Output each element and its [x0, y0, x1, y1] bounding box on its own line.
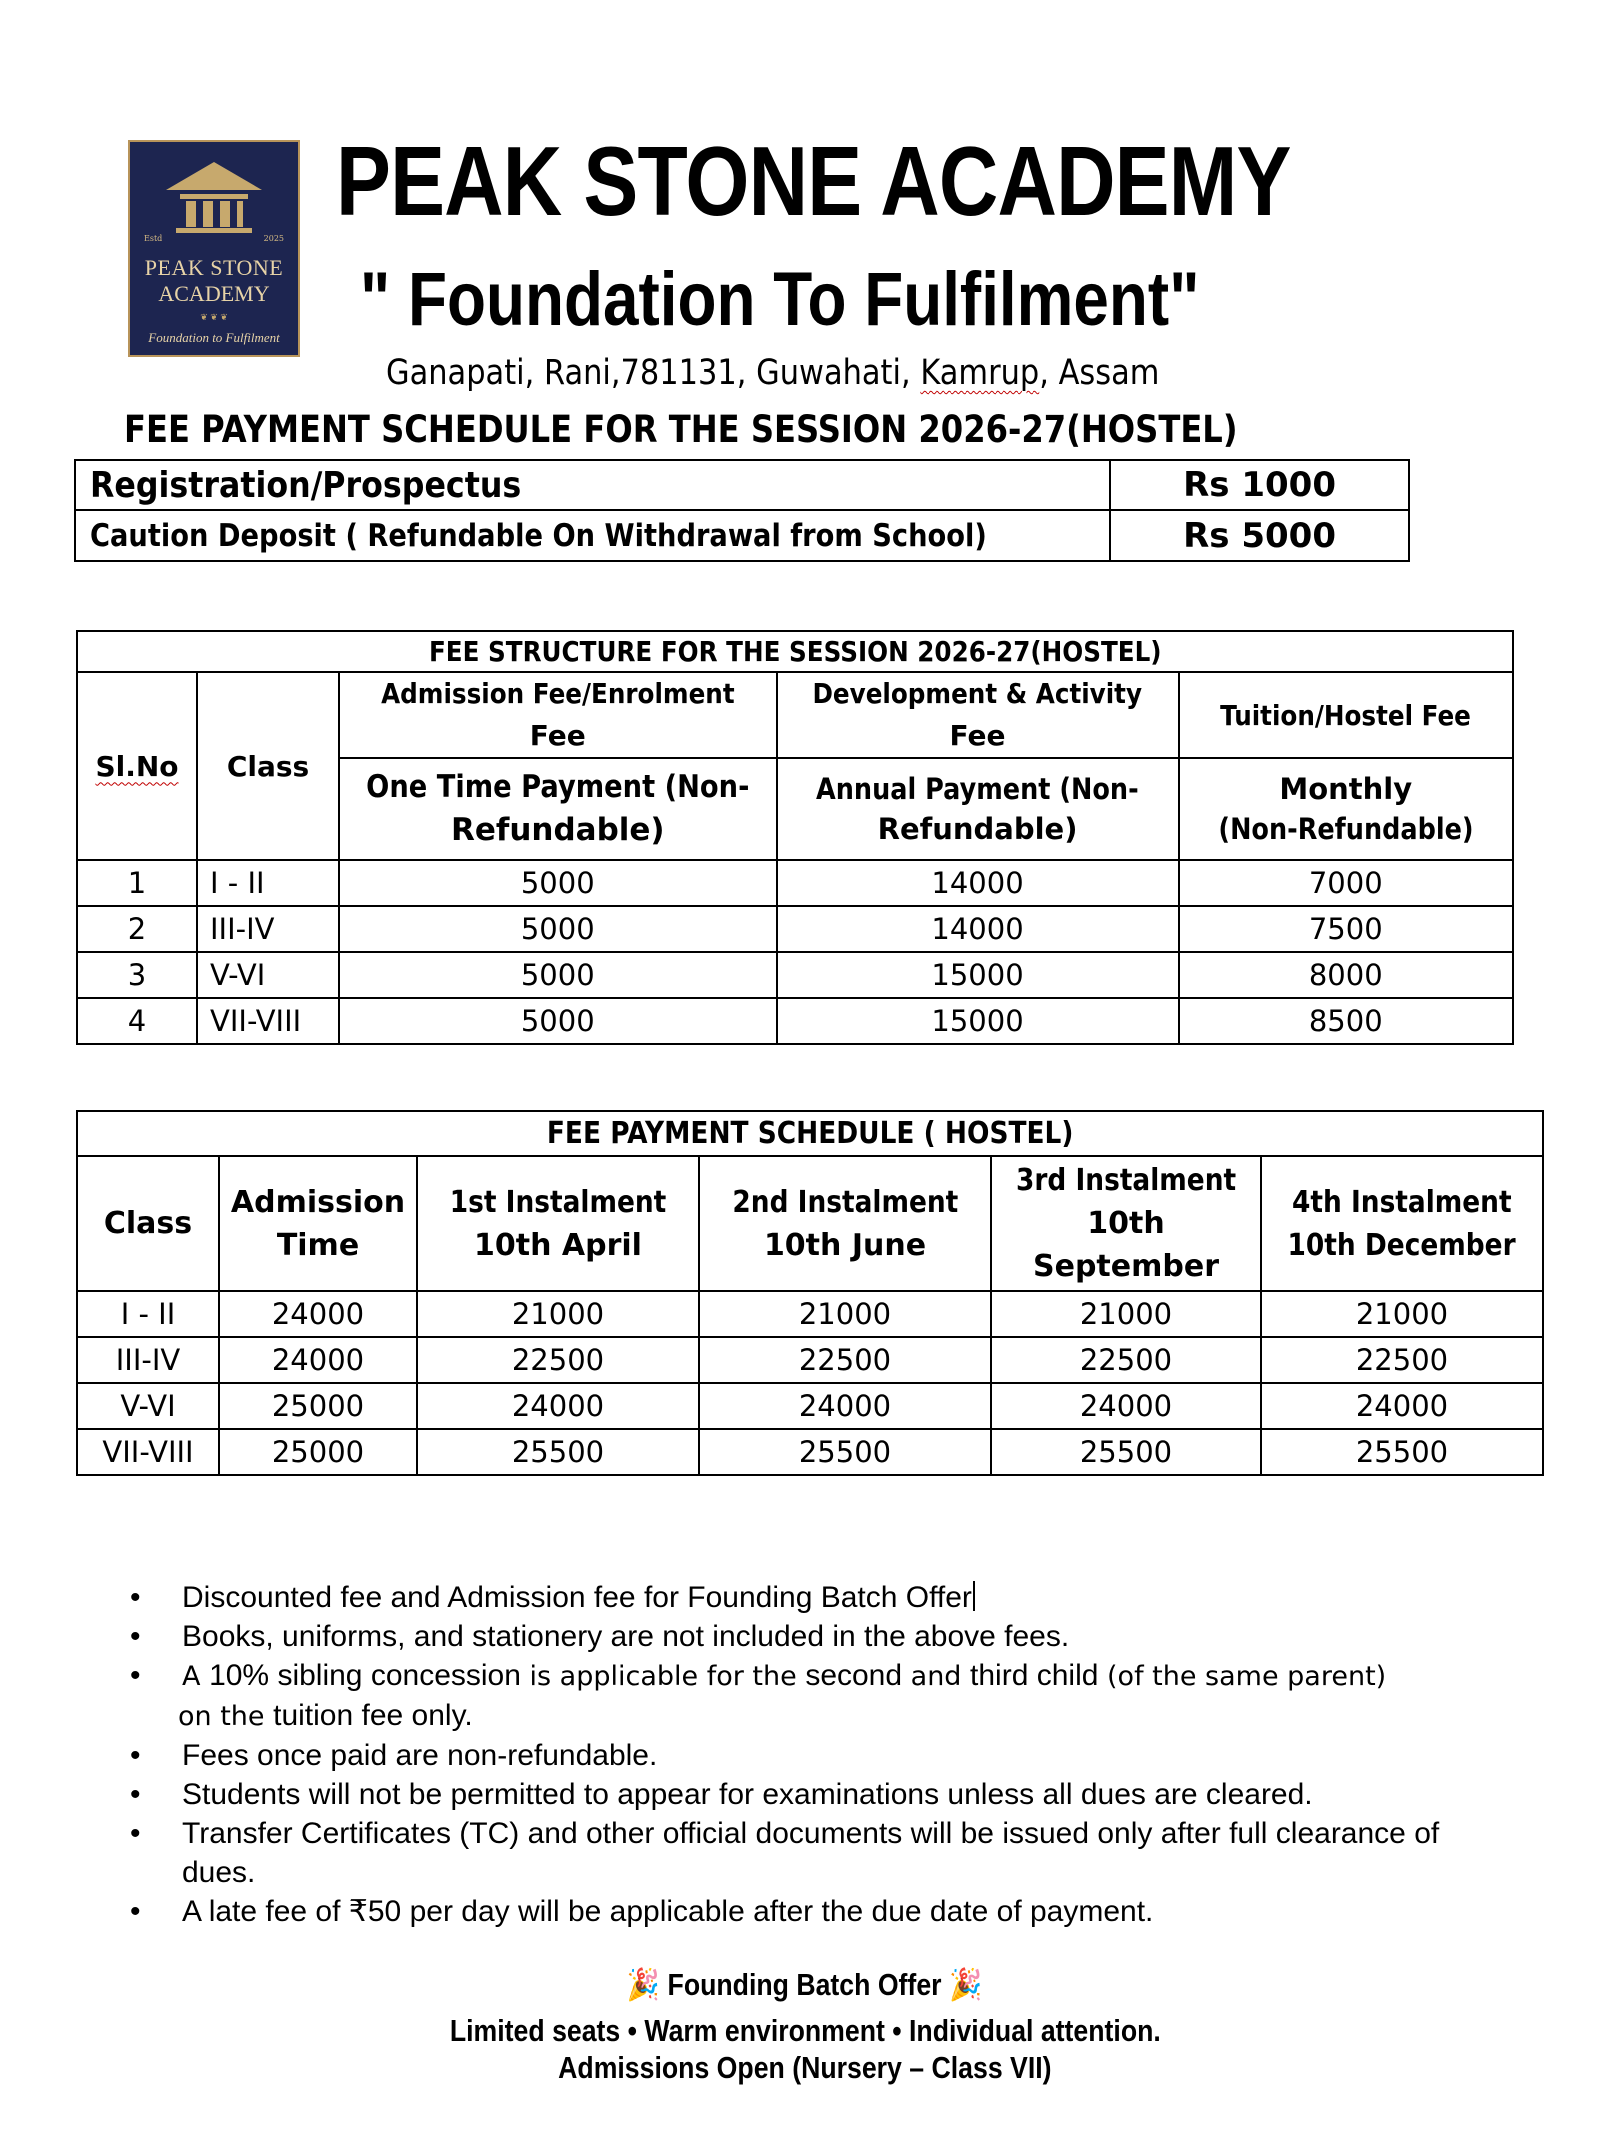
fee-label: Registration/Prospectus	[90, 464, 522, 506]
table-row: 4 VII-VIII 5000 15000 8500	[77, 998, 1513, 1044]
sub-admission: One Time Payment (Non- Refundable)	[339, 758, 777, 860]
table-row: III-IV 24000 22500 22500 22500 22500	[77, 1337, 1543, 1383]
table-row	[75, 460, 1409, 510]
list-item: • A 10% sibling concession is applicable for the second and third child (of the same parent) on the tuition fee only.	[126, 1656, 1466, 1736]
offer-line2: Admissions Open (Nursery – Class VII)	[558, 2050, 1052, 2085]
col-admission-time: Admission Time	[219, 1156, 417, 1291]
academy-motto: " Foundation To Fulfilment"	[360, 257, 1200, 342]
page-title: PEAK STONE ACADEMY	[336, 126, 1291, 236]
list-item: • Fees once paid are non-refundable.	[126, 1736, 1466, 1775]
list-item: • Books, uniforms, and stationery are not included in the above fees.	[126, 1617, 1466, 1656]
col-admission: Admission Fee/Enrolment Fee	[339, 672, 777, 758]
table-row: 1 I - II 5000 14000 7000	[77, 860, 1513, 906]
fee-structure-table	[76, 630, 1514, 1045]
col-inst2: 2nd Instalment 10th June	[699, 1156, 991, 1291]
logo-tagline: Foundation to Fulfilment	[148, 330, 280, 345]
col-inst4: 4th Instalment 10th December	[1261, 1156, 1543, 1291]
table-row: 2 III-IV 5000 14000 7500	[77, 906, 1513, 952]
sub-development: Annual Payment (Non- Refundable)	[777, 758, 1179, 860]
logo-name-line1: PEAK STONE	[144, 255, 284, 280]
fee-label: Caution Deposit ( Refundable On Withdrawal from School)	[90, 517, 987, 554]
col-class: Class	[77, 1156, 219, 1291]
offer-line1: Limited seats • Warm environment • Individual attention.	[449, 2013, 1161, 2048]
party-popper-icon: 🎉	[949, 1967, 983, 2002]
table-row: 3 V-VI 5000 15000 8000	[77, 952, 1513, 998]
offer-title: 🎉 Founding Batch Offer 🎉	[627, 1967, 983, 2002]
one-time-fees-table	[74, 459, 1410, 562]
col-slno: Sl.No	[77, 672, 197, 860]
table-row: V-VI 25000 24000 24000 24000 24000	[77, 1383, 1543, 1429]
academy-address: Ganapati, Rani,781131, Guwahati, Kamrup, Assam	[386, 353, 1160, 393]
fee-notes-list	[126, 1578, 1466, 1931]
table-row: VII-VIII 25000 25500 25500 25500 25500	[77, 1429, 1543, 1475]
fee-structure-title: FEE STRUCTURE FOR THE SESSION 2026-27(HOSTEL)	[77, 631, 1513, 672]
laurel-icon: ❦ ❦ ❦	[200, 312, 228, 322]
payment-schedule-table	[76, 1110, 1544, 1476]
pillar-roof-icon	[160, 156, 268, 236]
sub-tuition: Monthly (Non-Refundable)	[1179, 758, 1513, 860]
payment-schedule-title: FEE PAYMENT SCHEDULE ( HOSTEL)	[77, 1111, 1543, 1156]
table-row: I - II 24000 21000 21000 21000 21000	[77, 1291, 1543, 1337]
academy-logo	[128, 140, 300, 357]
schedule-heading: FEE PAYMENT SCHEDULE FOR THE SESSION 2026-27(HOSTEL)	[124, 408, 1238, 451]
fee-amount: Rs 5000	[1183, 515, 1336, 556]
list-item: • Discounted fee and Admission fee for Founding Batch Offer	[126, 1578, 1466, 1617]
text-cursor	[973, 1581, 975, 1611]
list-item: • Students will not be permitted to appear for examinations unless all dues are cleared.	[126, 1775, 1466, 1814]
party-popper-icon: 🎉	[627, 1967, 661, 2002]
col-inst1: 1st Instalment 10th April	[417, 1156, 699, 1291]
col-inst3: 3rd Instalment 10th September	[991, 1156, 1261, 1291]
list-item: • A late fee of ₹50 per day will be applicable after the due date of payment.	[126, 1892, 1466, 1931]
table-row	[75, 510, 1409, 561]
list-item: • Transfer Certificates (TC) and other official documents will be issued only after full clearance of dues.	[126, 1814, 1466, 1892]
col-tuition: Tuition/Hostel Fee	[1179, 672, 1513, 758]
logo-name-line2: ACADEMY	[158, 281, 270, 306]
col-development: Development & Activity Fee	[777, 672, 1179, 758]
col-class: Class	[197, 672, 339, 860]
logo-estd: Estd 2025	[144, 234, 284, 243]
fee-amount: Rs 1000	[1183, 465, 1336, 505]
